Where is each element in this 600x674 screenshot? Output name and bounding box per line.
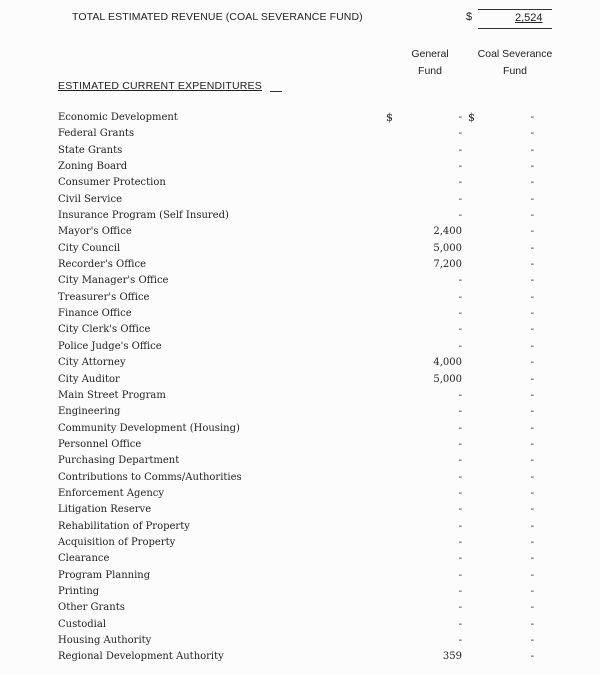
row-label: Zoning Board: [58, 161, 128, 173]
row-label: Consumer Protection: [58, 177, 166, 189]
table-row: [0, 453, 600, 469]
coal-fund-value: -: [530, 406, 534, 418]
row-label: Contributions to Comms/Authorities: [58, 471, 242, 483]
coal-fund-value: -: [530, 193, 534, 205]
coal-fund-value: -: [530, 635, 534, 646]
coal-fund-value: -: [530, 177, 534, 189]
coal-fund-value: -: [530, 291, 534, 303]
table-row: [0, 519, 600, 535]
table-row: [0, 649, 600, 665]
row-label: Civil Service: [58, 193, 122, 205]
row-label: Insurance Program (Self Insured): [58, 210, 229, 222]
table-row: [0, 110, 600, 126]
coal-fund-value: -: [530, 504, 534, 516]
total-revenue-amount: 2,524: [515, 12, 543, 24]
total-revenue-title: TOTAL ESTIMATED REVENUE (COAL SEVERANCE FUND): [72, 11, 363, 23]
row-label: City Attorney: [58, 357, 126, 369]
general-fund-value: -: [458, 193, 462, 205]
table-row: [0, 257, 600, 273]
general-fund-value: -: [458, 635, 462, 646]
row-label: Housing Authority: [58, 635, 152, 646]
general-fund-value: -: [458, 144, 462, 156]
table-row: [0, 322, 600, 338]
general-fund-value: -: [458, 389, 462, 401]
table-row: [0, 617, 600, 633]
general-fund-value: -: [458, 340, 462, 352]
general-fund-value: -: [458, 422, 462, 434]
general-fund-value: -: [458, 324, 462, 336]
general-fund-value: -: [458, 553, 462, 565]
coal-fund-value: -: [530, 602, 534, 614]
row-label: Community Development (Housing): [58, 422, 240, 434]
coal-fund-value: -: [530, 585, 534, 597]
coal-fund-value: -: [530, 112, 534, 123]
coal-fund-dollar-sign: $: [468, 111, 475, 124]
general-fund-value: -: [458, 177, 462, 189]
coal-fund-value: -: [530, 553, 534, 565]
table-row: [0, 126, 600, 142]
row-label: Regional Development Authority: [58, 651, 224, 663]
row-label: City Manager's Office: [58, 275, 169, 287]
general-fund-value: -: [458, 504, 462, 516]
general-fund-value: -: [458, 438, 462, 450]
general-fund-value: -: [458, 471, 462, 483]
coal-fund-value: -: [530, 161, 534, 173]
table-row: [0, 224, 600, 240]
table-row: [0, 568, 600, 584]
row-label: Mayor's Office: [58, 226, 132, 238]
general-fund-value: -: [458, 128, 462, 140]
coal-fund-value: -: [530, 340, 534, 352]
table-row: [0, 241, 600, 257]
general-fund-value: 5,000: [433, 242, 462, 254]
coal-fund-value: -: [530, 259, 534, 271]
expenditure-table: [0, 110, 600, 666]
table-row: [0, 584, 600, 600]
general-fund-header-line1: General: [411, 48, 449, 60]
row-label: Economic Development: [58, 112, 178, 123]
coal-fund-value: -: [530, 389, 534, 401]
general-fund-value: -: [458, 569, 462, 581]
general-fund-value: 4,000: [433, 357, 462, 369]
row-label: Finance Office: [58, 308, 132, 320]
table-row: [0, 437, 600, 453]
row-label: City Clerk's Office: [58, 324, 151, 336]
coal-fund-value: -: [530, 455, 534, 467]
row-label: Printing: [58, 585, 100, 597]
general-fund-value: -: [458, 210, 462, 222]
row-label: Treasurer's Office: [58, 291, 150, 303]
section-title: ESTIMATED CURRENT EXPENDITURES: [58, 80, 262, 92]
table-row: [0, 175, 600, 191]
table-row: [0, 600, 600, 616]
general-fund-value: 359: [442, 651, 462, 663]
row-label: Clearance: [58, 553, 110, 565]
row-label: Federal Grants: [58, 128, 135, 140]
table-row: [0, 159, 600, 175]
row-label: Engineering: [58, 406, 121, 418]
coal-fund-value: -: [530, 618, 534, 630]
general-fund-value: 5,000: [433, 373, 462, 385]
general-fund-value: 7,200: [433, 259, 462, 271]
coal-fund-value: -: [530, 308, 534, 320]
row-label: Other Grants: [58, 602, 125, 614]
general-fund-value: -: [458, 291, 462, 303]
section-title-rule: [270, 91, 282, 92]
table-row: [0, 372, 600, 388]
row-label: Personnel Office: [58, 438, 142, 450]
table-row: [0, 486, 600, 502]
general-fund-value: -: [458, 308, 462, 320]
coal-fund-header-line1: Coal Severance: [477, 48, 553, 60]
table-row: [0, 339, 600, 355]
general-fund-value: -: [458, 487, 462, 499]
row-label: Program Planning: [58, 569, 151, 581]
coal-fund-value: -: [530, 422, 534, 434]
table-row: [0, 388, 600, 404]
row-label: Rehabilitation of Property: [58, 520, 190, 532]
coal-fund-value: -: [530, 373, 534, 385]
coal-fund-value: -: [530, 520, 534, 532]
table-row: [0, 535, 600, 551]
table-row: [0, 355, 600, 371]
general-fund-dollar-sign: $: [386, 111, 393, 124]
row-label: City Council: [58, 242, 121, 254]
coal-fund-value: -: [530, 357, 534, 369]
general-fund-header-line2: Fund: [418, 65, 442, 77]
revenue-double-rule: [478, 28, 552, 29]
table-row: [0, 633, 600, 649]
coal-fund-value: -: [530, 210, 534, 222]
coal-fund-value: -: [530, 226, 534, 238]
row-label: City Auditor: [58, 373, 120, 385]
coal-fund-value: -: [530, 471, 534, 483]
general-fund-value: 2,400: [433, 226, 462, 238]
row-label: Litigation Reserve: [58, 504, 152, 516]
general-fund-value: -: [458, 112, 462, 123]
general-fund-value: -: [458, 520, 462, 532]
coal-fund-value: -: [530, 438, 534, 450]
general-fund-value: -: [458, 602, 462, 614]
total-revenue-dollar-sign: $: [466, 11, 473, 23]
table-row: [0, 192, 600, 208]
revenue-top-rule: [478, 9, 552, 10]
row-label: Recorder's Office: [58, 259, 147, 271]
table-row: [0, 404, 600, 420]
table-row: [0, 143, 600, 159]
row-label: Custodial: [58, 618, 107, 630]
table-row: [0, 421, 600, 437]
table-row: [0, 290, 600, 306]
table-row: [0, 502, 600, 518]
row-label: State Grants: [58, 144, 123, 156]
row-label: Acquisition of Property: [58, 536, 176, 548]
general-fund-value: -: [458, 161, 462, 173]
general-fund-value: -: [458, 275, 462, 287]
row-label: Main Street Program: [58, 389, 166, 401]
general-fund-value: -: [458, 618, 462, 630]
table-row: [0, 306, 600, 322]
coal-fund-header-line2: Fund: [503, 65, 527, 77]
table-row: [0, 208, 600, 224]
coal-fund-value: -: [530, 128, 534, 140]
general-fund-value: -: [458, 585, 462, 597]
table-row: [0, 551, 600, 567]
general-fund-value: -: [458, 455, 462, 467]
coal-fund-value: -: [530, 487, 534, 499]
coal-fund-value: -: [530, 324, 534, 336]
coal-fund-value: -: [530, 651, 534, 663]
table-row: [0, 273, 600, 289]
row-label: Purchasing Department: [58, 455, 180, 467]
general-fund-value: -: [458, 406, 462, 418]
general-fund-value: -: [458, 536, 462, 548]
coal-fund-value: -: [530, 536, 534, 548]
table-row: [0, 470, 600, 486]
coal-fund-value: -: [530, 144, 534, 156]
row-label: Enforcement Agency: [58, 487, 165, 499]
coal-fund-value: -: [530, 275, 534, 287]
coal-fund-value: -: [530, 569, 534, 581]
row-label: Police Judge's Office: [58, 340, 162, 352]
coal-fund-value: -: [530, 242, 534, 254]
